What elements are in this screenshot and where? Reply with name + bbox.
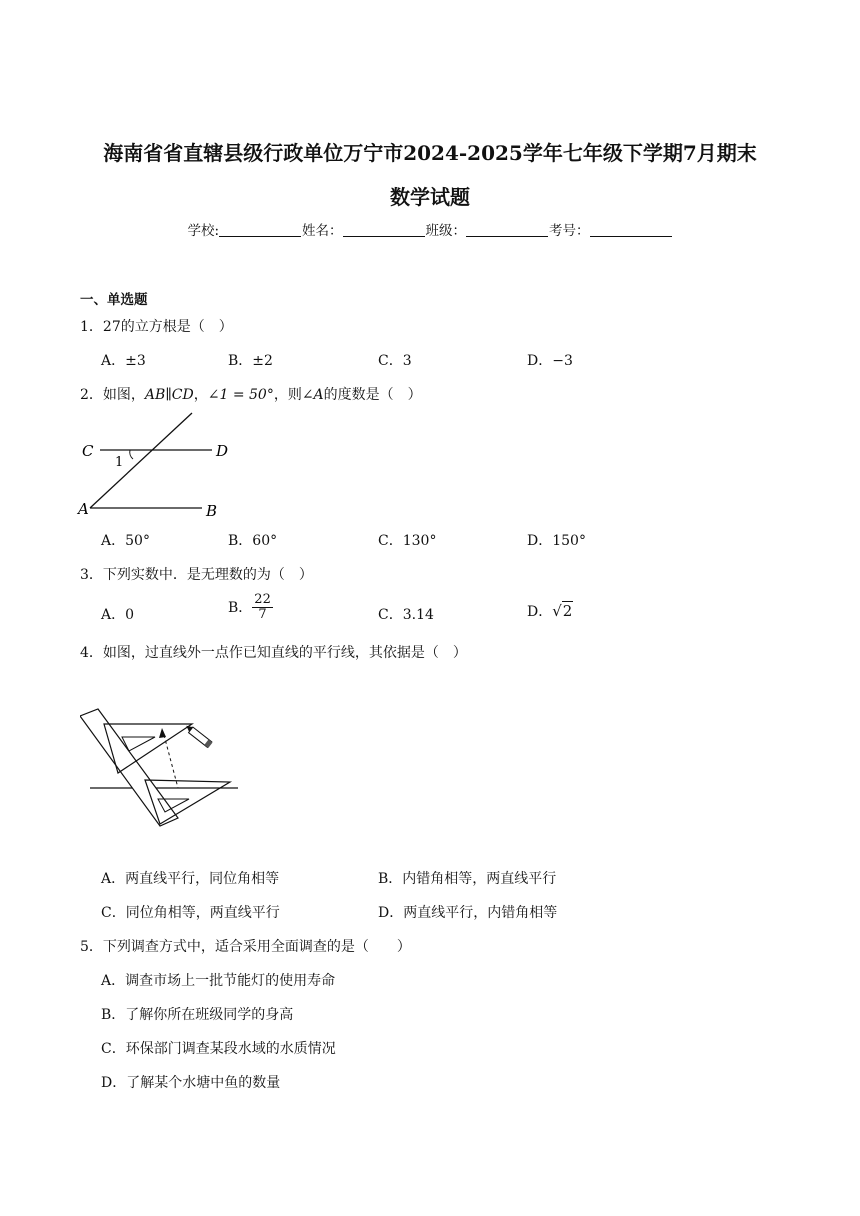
angle-1-label: 1: [115, 455, 124, 470]
set-square-ruler-figure: [80, 700, 245, 830]
q5-option-b: B．了解你所在班级同学的身高: [101, 1007, 294, 1023]
q4-option-c: C．同位角相等，两直线平行: [101, 905, 280, 921]
school-blank[interactable]: [219, 224, 301, 237]
q5-option-d: D．了解某个水塘中鱼的数量: [101, 1075, 281, 1091]
q2-option-c: C．130°: [378, 533, 437, 549]
point-d-label: D: [216, 442, 229, 460]
q1-option-c: C．3: [378, 353, 412, 369]
q4-option-d: D．两直线平行，内错角相等: [378, 905, 558, 921]
school-label: 学校:: [187, 223, 220, 239]
sqrt-2: √2: [552, 602, 573, 620]
class-blank[interactable]: [466, 224, 548, 237]
exam-title-line-2: 数学试题: [390, 185, 470, 209]
q1-option-a: A．±3: [101, 353, 146, 369]
exam-title-line-1: 海南省省直辖县级行政单位万宁市2024-2025学年七年级下学期7月期末: [103, 141, 757, 165]
question-3-stem: 3．下列实数中．是无理数的为（ ）: [80, 567, 313, 583]
name-blank[interactable]: [343, 224, 425, 237]
section-heading: 一、单选题: [80, 292, 148, 308]
q4-option-b: B．内错角相等，两直线平行: [378, 871, 557, 887]
q5-option-c: C．环保部门调查某段水域的水质情况: [101, 1041, 336, 1057]
q1-option-b: B．±2: [228, 353, 273, 369]
question-5-stem: 5．下列调查方式中，适合采用全面调查的是（ ）: [80, 939, 411, 955]
point-a-label: A: [78, 500, 89, 518]
q4-option-a: A．两直线平行，同位角相等: [101, 871, 280, 887]
class-label: 班级：: [425, 223, 467, 239]
q5-option-a: A．调查市场上一批节能灯的使用寿命: [101, 973, 336, 989]
q3-option-a: A．0: [101, 607, 135, 623]
question-2-stem: 2．如图，AB∥CD，∠1 = 50°，则∠A的度数是（ ）: [80, 387, 422, 403]
q3-option-d: D．√2: [527, 602, 573, 620]
name-label: 姓名：: [302, 223, 343, 239]
q3-option-c: C．3.14: [378, 607, 434, 623]
question-4-stem: 4．如图，过直线外一点作已知直线的平行线，其依据是（ ）: [80, 645, 467, 661]
point-c-label: C: [82, 442, 94, 460]
fraction-22-over-7: $\frac{22}{7}$: [254, 592, 271, 622]
q1-option-d: D．−3: [527, 353, 573, 369]
q2-option-a: A．50°: [101, 533, 150, 549]
parallel-lines-figure: [76, 408, 236, 523]
student-info-row: [0, 219, 860, 239]
point-b-label: B: [206, 502, 218, 520]
q2-option-b: B．60°: [228, 533, 278, 549]
question-1-stem: 1．27的立方根是（ ）: [80, 319, 233, 335]
q3-option-b: B． $\frac{22}{7}$: [228, 592, 271, 622]
exam-no-blank[interactable]: [590, 224, 672, 237]
q2-option-d: D．150°: [527, 533, 586, 549]
exam-no-label: 考号：: [549, 223, 590, 239]
